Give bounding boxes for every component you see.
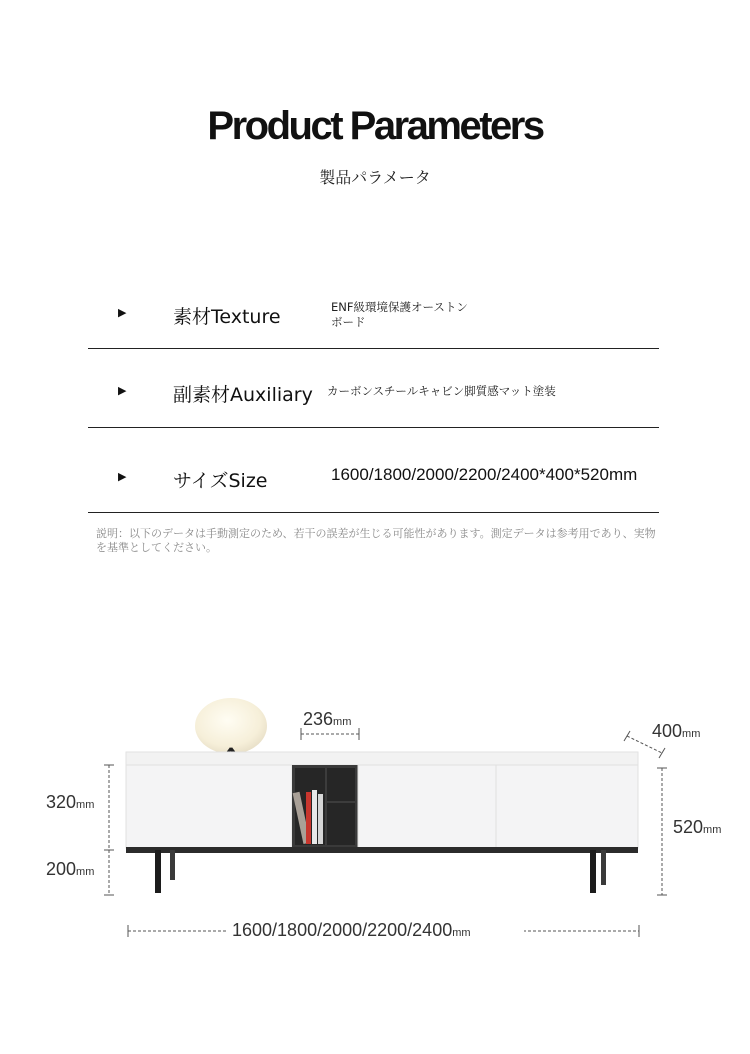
measurement-note: 説明：以下のデータは手動測定のため、若干の誤差が生じる可能性があります。測定データは参考用であり、実物を基準としてください。 [96,527,656,554]
dim-shelf-label: 236mm [303,709,352,729]
dim-width-label: 1600/1800/2000/2200/2400mm [232,920,471,940]
cabinet-leg [601,850,606,885]
cabinet-leg [590,850,596,893]
param-label: 副素材Auxiliary [173,384,313,406]
arrow-right-icon: ▶ [118,384,127,397]
dim-total-label: 520mm [673,817,722,837]
param-value [331,300,468,330]
divider [88,427,659,428]
page-title: Product Parameters [207,104,543,148]
param-label: サイズSize [173,470,268,492]
cabinet-door-left [126,765,292,848]
param-label: 素材Texture [173,306,281,328]
cabinet-door-right [496,765,638,848]
cabinet-leg [155,850,161,893]
divider [88,348,659,349]
param-value: 1600/1800/2000/2200/2400*400*520mm [331,465,638,484]
cabinet-door-middle [358,765,496,848]
param-value-line1: ENF級環境保護オーストン [331,300,468,314]
arrow-right-icon: ▶ [118,470,127,483]
param-value-line2: ボード [331,315,366,329]
product-dimension-diagram [0,690,750,950]
divider [88,512,659,513]
cabinet-top [126,752,638,765]
dim-leg-label: 200mm [46,859,95,879]
param-value: カーボンスチールキャビン脚質感マット塗装 [327,384,556,398]
dim-body-label: 320mm [46,792,95,812]
param-row-texture [88,300,659,340]
cabinet-leg [170,850,175,880]
dim-depth-label: 400mm [652,721,701,741]
page-subtitle: 製品パラメータ [319,168,431,187]
arrow-right-icon: ▶ [118,306,127,319]
cabinet-base [126,847,638,853]
param-row-auxiliary [88,378,659,408]
param-row-size [88,464,659,494]
